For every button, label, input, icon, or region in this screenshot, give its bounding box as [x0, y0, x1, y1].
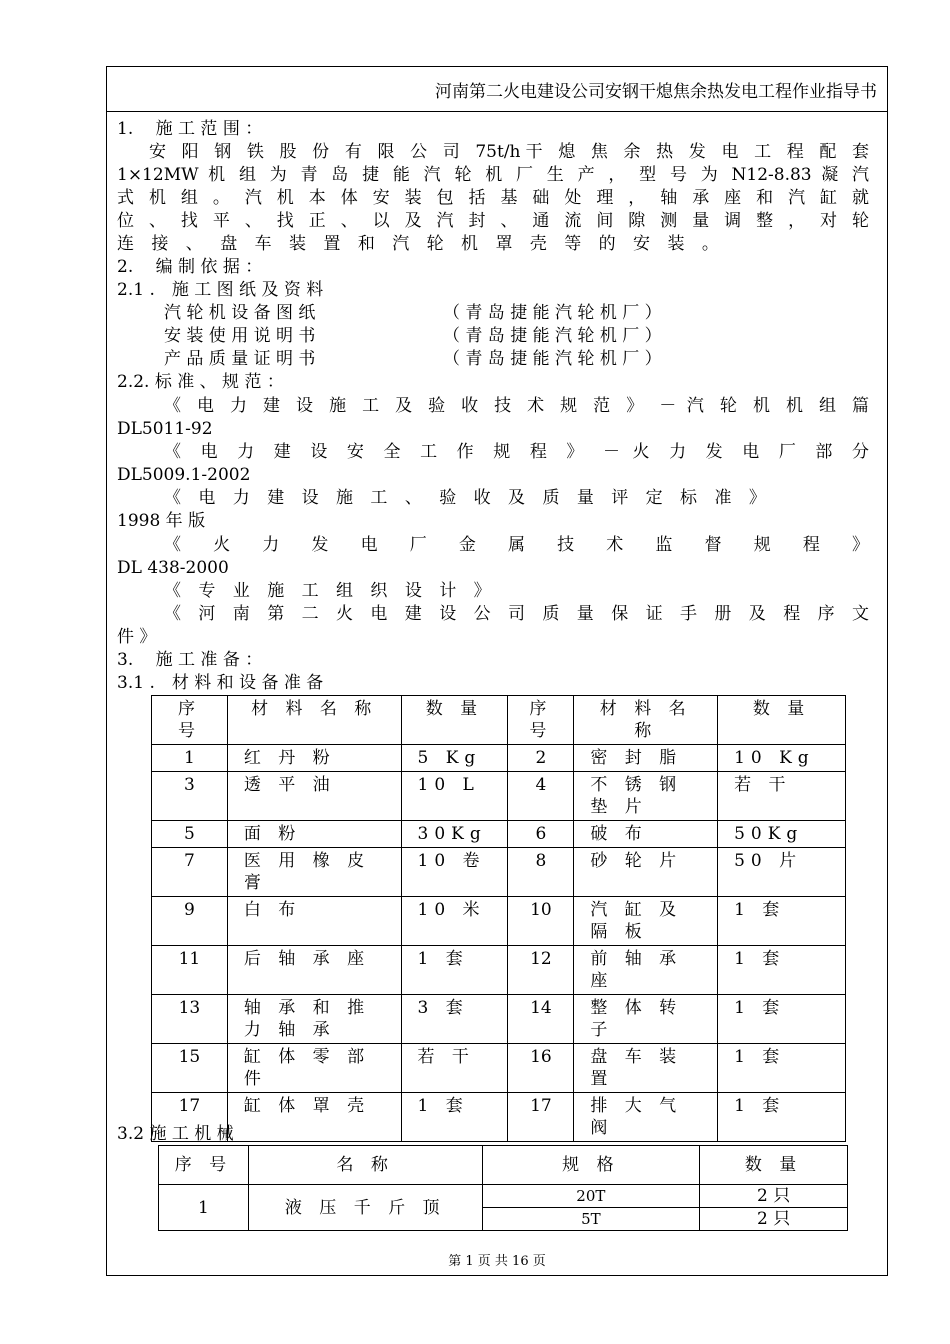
scope-line-3: 式 机 组 。 汽 机 本 体 安 装 包 括 基 础 处 理 ， 轴 承 座 和 汽 缸 就: [117, 188, 869, 208]
standard-2: 《 电 力 建 设 安 全 工 作 规 程 》 － 火 力 发 电 厂 部 分: [164, 442, 869, 462]
table-cell: 1 套: [718, 946, 846, 995]
table-row: [152, 772, 846, 821]
table-cell: 16: [508, 1044, 574, 1093]
doc-name-1: 汽 轮 机 设 备 图 纸: [164, 303, 316, 323]
table-cell: 1: [152, 745, 228, 772]
standard-4-code: DL 438-2000: [117, 558, 229, 578]
table-cell: 3 套: [401, 995, 508, 1044]
table-row: [152, 821, 846, 848]
section-2-title: 2. 编 制 依 据 ：: [117, 257, 263, 277]
table-cell: 若 干: [718, 772, 846, 821]
table-cell: 面 粉: [227, 821, 401, 848]
table-cell: 1 套: [401, 946, 508, 995]
materials-header-row: [152, 696, 846, 745]
table-cell: 1 套: [718, 1093, 846, 1142]
materials-header-cell: 序 号: [508, 696, 574, 745]
table-cell: 若 干: [401, 1044, 508, 1093]
table-cell: 5: [152, 821, 228, 848]
section-3-title: 3. 施 工 准 备 ：: [117, 650, 263, 670]
doc-name-3: 产 品 质 量 证 明 书: [164, 349, 316, 369]
standard-2-code: DL5009.1-2002: [117, 465, 251, 485]
table-cell: 缸 体 罩 壳: [227, 1093, 401, 1142]
table-cell: 密 封 脂: [574, 745, 718, 772]
table-cell: 50Kg: [718, 821, 846, 848]
doc-name-2: 安 装 使 用 说 明 书: [164, 326, 316, 346]
table-row: [152, 848, 846, 897]
doc-src-1: （ 青 岛 捷 能 汽 轮 机 厂 ）: [443, 303, 662, 323]
scope-line-1: 安 阳 钢 铁 股 份 有 限 公 司 75t/h干 熄 焦 余 热 发 电 工 程 配 套: [149, 142, 869, 162]
machine-qty: 2 只: [700, 1208, 848, 1231]
table-row: [152, 1044, 846, 1093]
table-cell: 透 平 油: [227, 772, 401, 821]
table-cell: 10 卷: [401, 848, 508, 897]
table-cell: 后 轴 承 座: [227, 946, 401, 995]
machinery-header-cell: 数 量: [700, 1146, 848, 1185]
page-footer: 第 1 页 共 16 页: [448, 1254, 546, 1269]
table-cell: 10 Kg: [718, 745, 846, 772]
materials-header-cell: 数 量: [401, 696, 508, 745]
table-cell: 17: [152, 1093, 228, 1142]
doc-src-2: （ 青 岛 捷 能 汽 轮 机 厂 ）: [443, 326, 662, 346]
machine-qty: 2 只: [700, 1185, 848, 1208]
materials-header-cell: 材 料 名 称: [574, 696, 718, 745]
section-2-1-title: 2.1 . 施 工 图 纸 及 资 料: [117, 280, 324, 300]
section-3-2-title: 3.2 施 工 机 械: [117, 1124, 234, 1144]
table-cell: 10 米: [401, 897, 508, 946]
materials-header-cell: 数 量: [718, 696, 846, 745]
page-header: 河南第二火电建设公司安钢干熄焦余热发电工程作业指导书: [435, 82, 877, 102]
machinery-header-cell: 序 号: [159, 1146, 249, 1185]
materials-table: [151, 695, 846, 1142]
table-cell: 12: [508, 946, 574, 995]
table-cell: 50 片: [718, 848, 846, 897]
standard-5: 《 专 业 施 工 组 织 设 计 》: [164, 581, 497, 601]
machinery-header-row: [159, 1146, 848, 1185]
table-cell: 13: [152, 995, 228, 1044]
machinery-header-cell: 名 称: [248, 1146, 482, 1185]
table-cell: 盘 车 装 置: [574, 1044, 718, 1093]
machinery-header-cell: 规 格: [482, 1146, 700, 1185]
standard-3-code: 1998 年 版: [117, 511, 206, 531]
section-3-1-title: 3.1 . 材 料 和 设 备 准 备: [117, 673, 324, 693]
scope-line-2: 1×12MW 机 组 为 青 岛 捷 能 汽 轮 机 厂 生 产 ， 型 号 为 N12-8.83 凝 汽: [117, 165, 869, 185]
table-cell: 砂 轮 片: [574, 848, 718, 897]
table-cell: 2: [508, 745, 574, 772]
table-cell: 前 轴 承 座: [574, 946, 718, 995]
table-cell: 缸 体 零 部 件: [227, 1044, 401, 1093]
table-cell: 轴 承 和 推 力 轴 承: [227, 995, 401, 1044]
doc-src-3: （ 青 岛 捷 能 汽 轮 机 厂 ）: [443, 349, 662, 369]
table-row: [152, 1093, 846, 1142]
materials-header-cell: 序 号: [152, 696, 228, 745]
machine-name: 液 压 千 斤 顶: [248, 1185, 482, 1231]
standard-3: 《 电 力 建 设 施 工 、 验 收 及 质 量 评 定 标 准 》: [164, 488, 772, 508]
table-cell: 10 L: [401, 772, 508, 821]
standard-4: 《 火 力 发 电 厂 金 属 技 术 监 督 规 程 》: [164, 535, 869, 555]
table-row: [152, 897, 846, 946]
table-cell: 15: [152, 1044, 228, 1093]
table-cell: 红 丹 粉: [227, 745, 401, 772]
machinery-table: [158, 1145, 848, 1231]
table-row: [152, 995, 846, 1044]
table-cell: 不 锈 钢 垫 片: [574, 772, 718, 821]
table-cell: 4: [508, 772, 574, 821]
table-cell: 3: [152, 772, 228, 821]
standard-1: 《 电 力 建 设 施 工 及 验 收 技 术 规 范 》 － 汽 轮 机 机 组 篇: [164, 396, 869, 416]
table-cell: 8: [508, 848, 574, 897]
table-row: [159, 1185, 848, 1208]
scope-line-4: 位 、 找 平 、 找 正 、 以 及 汽 封 、 通 流 间 隙 测 量 调 整 ， 对 轮: [117, 211, 869, 231]
table-cell: 汽 缸 及 隔 板: [574, 897, 718, 946]
machine-spec: 20T: [482, 1185, 700, 1208]
materials-header-cell: 材 料 名 称: [227, 696, 401, 745]
table-cell: 6: [508, 821, 574, 848]
table-row: [152, 745, 846, 772]
table-cell: 破 布: [574, 821, 718, 848]
table-cell: 5 Kg: [401, 745, 508, 772]
table-cell: 9: [152, 897, 228, 946]
table-cell: 1 套: [718, 897, 846, 946]
machine-no: 1: [159, 1185, 249, 1231]
page-frame: [106, 66, 888, 1276]
table-cell: 1 套: [401, 1093, 508, 1142]
table-cell: 排 大 气 阀: [574, 1093, 718, 1142]
standard-1-code: DL5011-92: [117, 419, 213, 439]
table-row: [152, 946, 846, 995]
table-cell: 1 套: [718, 1044, 846, 1093]
table-cell: 10: [508, 897, 574, 946]
standard-6: 《 河 南 第 二 火 电 建 设 公 司 质 量 保 证 手 册 及 程 序 文: [164, 604, 869, 624]
machine-spec: 5T: [482, 1208, 700, 1231]
header-divider: [107, 111, 887, 112]
table-cell: 14: [508, 995, 574, 1044]
table-cell: 30Kg: [401, 821, 508, 848]
scope-line-5: 连 接 、 盘 车 装 置 和 汽 轮 机 罩 壳 等 的 安 装 。: [117, 234, 725, 254]
table-cell: 1 套: [718, 995, 846, 1044]
section-1-title: 1. 施 工 范 围 ：: [117, 119, 263, 139]
section-2-2-title: 2.2. 标 准 、 规 范 ：: [117, 372, 284, 392]
table-cell: 整 体 转 子: [574, 995, 718, 1044]
table-cell: 11: [152, 946, 228, 995]
table-cell: 7: [152, 848, 228, 897]
standard-6-end: 件 》: [117, 627, 157, 647]
table-cell: 17: [508, 1093, 574, 1142]
table-cell: 医 用 橡 皮 膏: [227, 848, 401, 897]
table-cell: 白 布: [227, 897, 401, 946]
